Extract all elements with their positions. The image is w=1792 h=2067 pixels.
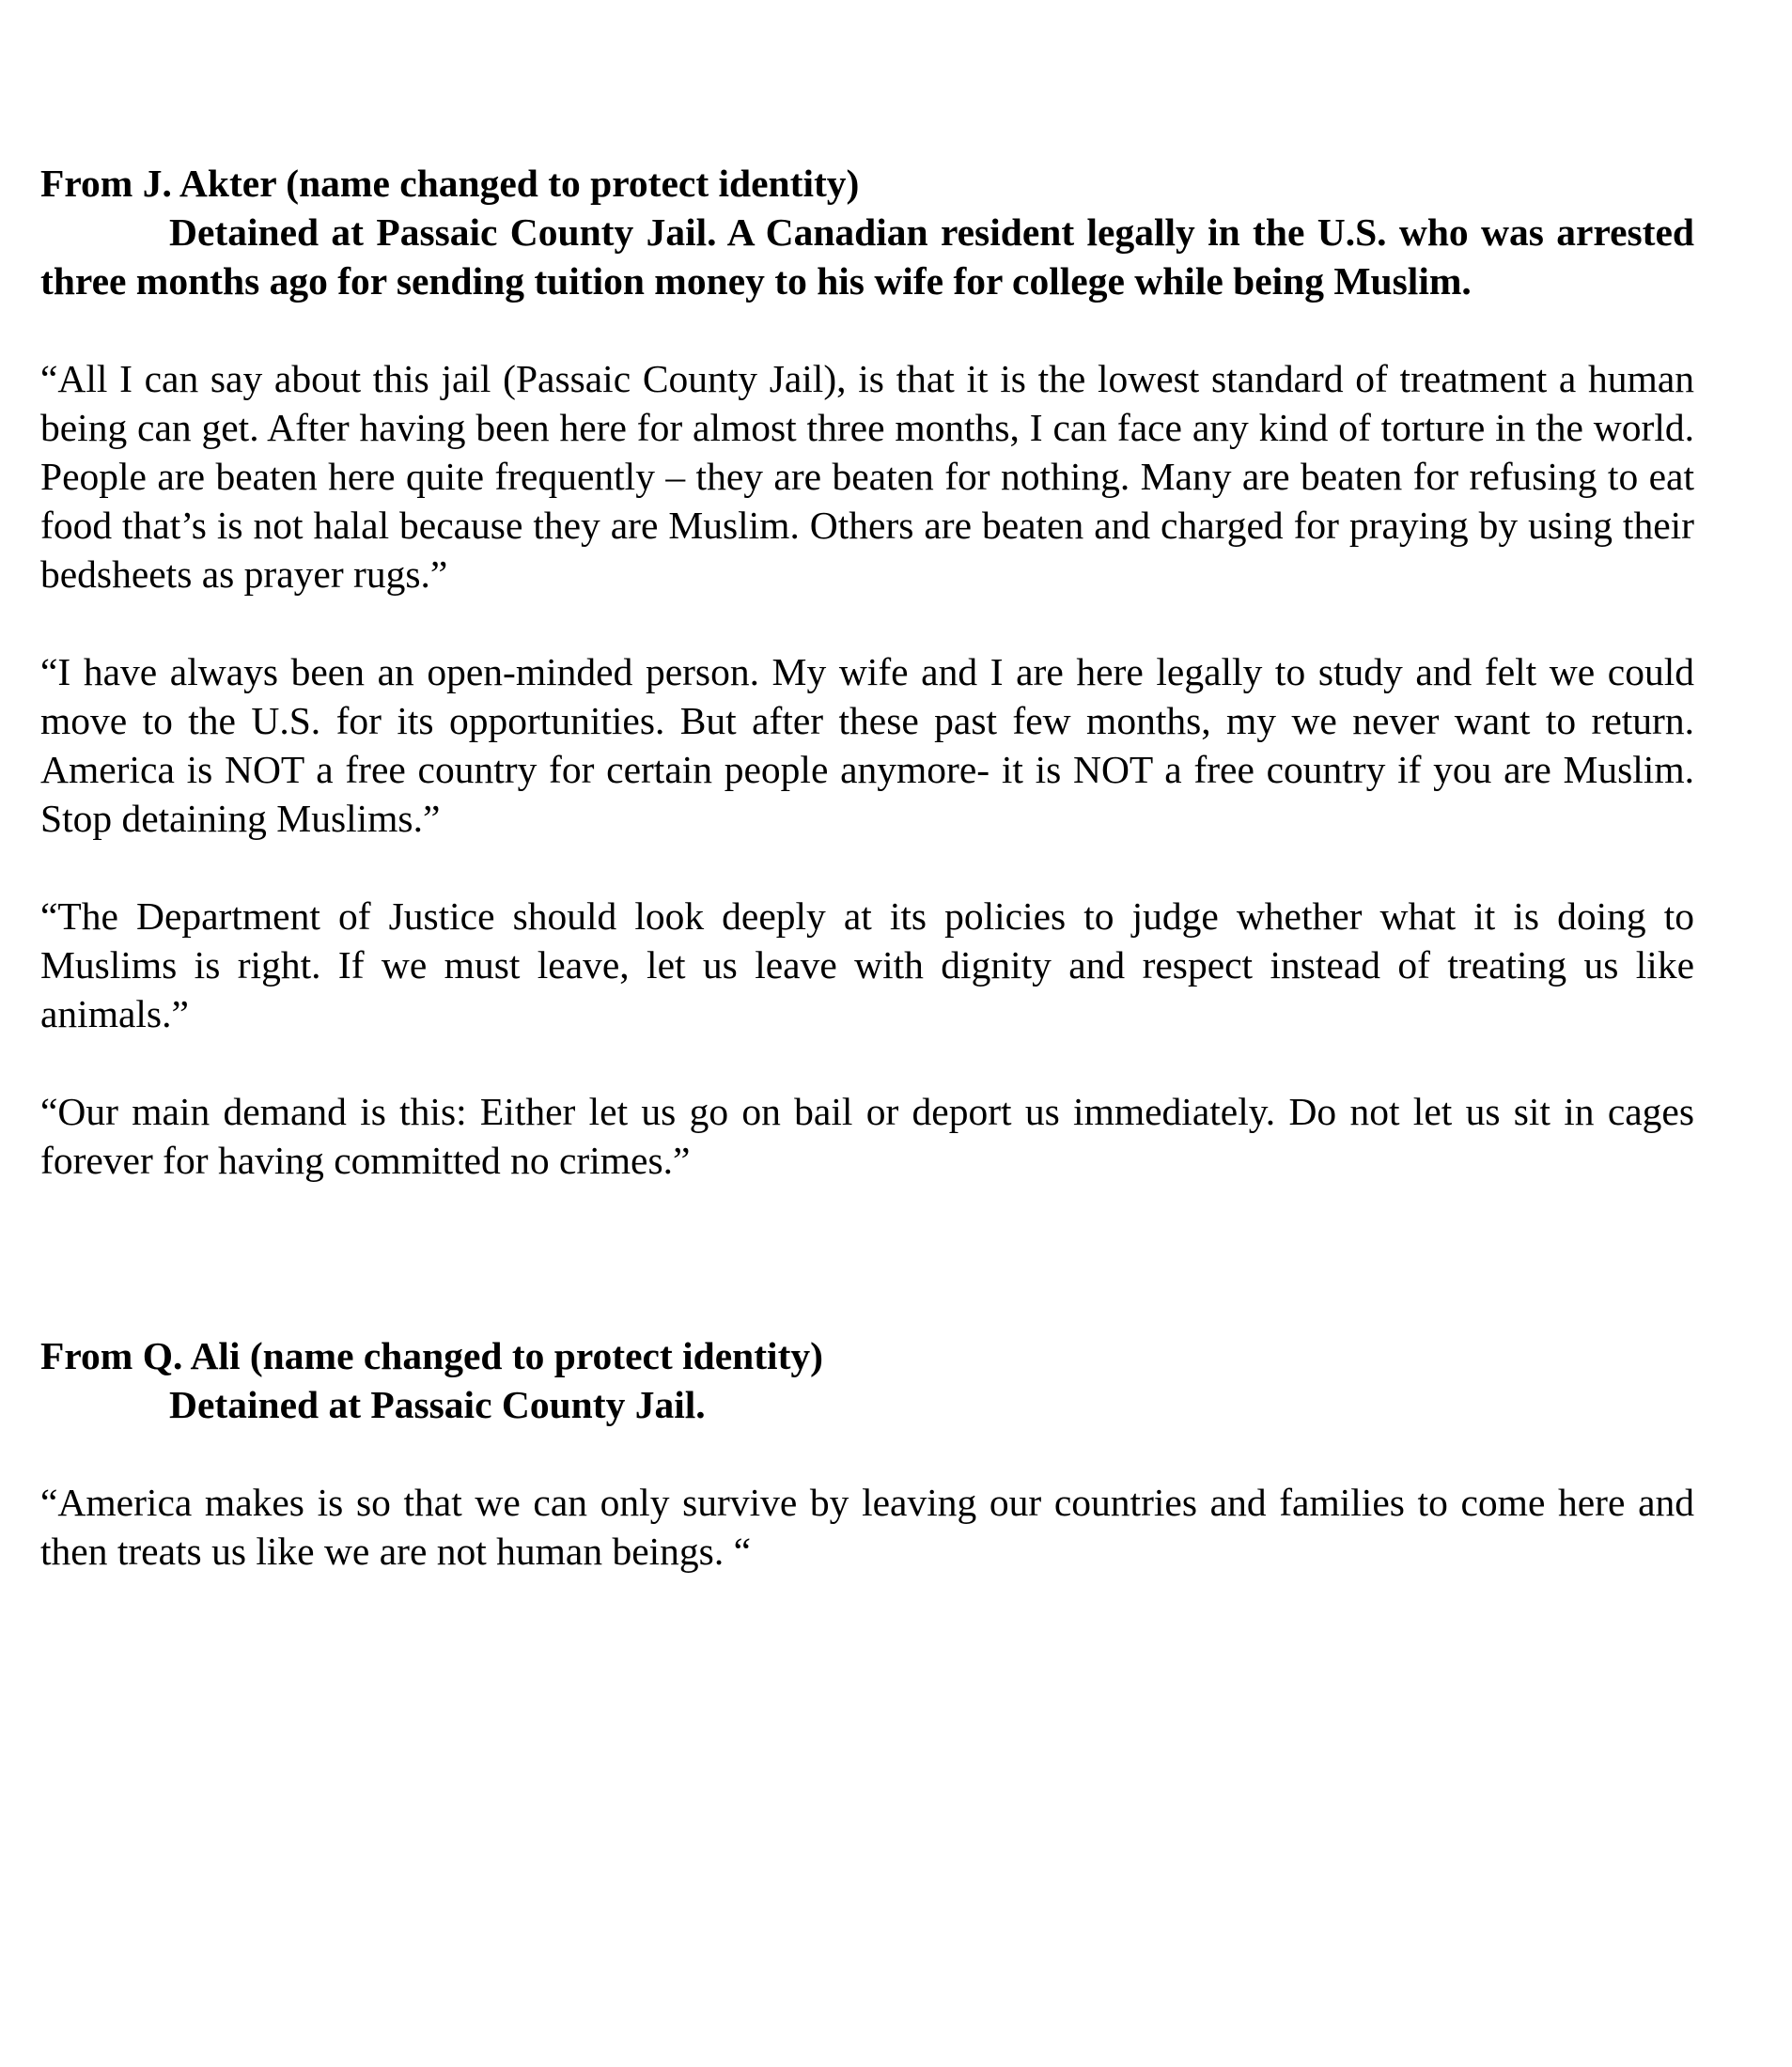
akter-statement-header <box>40 159 1694 305</box>
document-body <box>40 159 1694 1576</box>
akter-detained-line: Detained at Passaic County Jail. A Canadian resident legally in the U.S. who was arrested three months ago for sending tuition money to his wife for college while being Muslim. <box>40 210 1694 303</box>
akter-quote-4: “Our main demand is this: Either let us go on bail or deport us immediately. Do not let us sit in cages forever for having committed no crimes.” <box>40 1090 1694 1182</box>
ali-quote-1: “America makes is so that we can only survive by leaving our countries and families to come here and then treats us like we are not human beings. “ <box>40 1481 1694 1573</box>
akter-quote-2: “I have always been an open-minded person. My wife and I are here legally to study and felt we could move to the U.S. for its opportunities. But after these past few months, my we never want to return. America is NOT a free country for certain people anymore- it is NOT a free country if you are Muslim. Stop detaining Muslims.” <box>40 650 1694 840</box>
akter-quote-1: “All I can say about this jail (Passaic County Jail), is that it is the lowest standard of treatment a human being can get. After having been here for almost three months, I can face any kind of torture in the world. People are beaten here quite frequently – they are beaten for nothing. Many are beaten for refusing to eat food that’s is not halal because they are Muslim. Others are beaten and charged for praying by using their bedsheets as prayer rugs.” <box>40 357 1694 596</box>
ali-from-line: From Q. Ali (name changed to protect identity) <box>40 1334 823 1377</box>
akter-from-line: From J. Akter (name changed to protect identity) <box>40 162 860 205</box>
ali-statement-header <box>40 1331 1694 1429</box>
ali-detained-line: Detained at Passaic County Jail. <box>169 1383 706 1426</box>
akter-quote-3: “The Department of Justice should look deeply at its policies to judge whether what it is doing to Muslims is right. If we must leave, let us leave with dignity and respect instead of treating us like animals.” <box>40 894 1694 1035</box>
